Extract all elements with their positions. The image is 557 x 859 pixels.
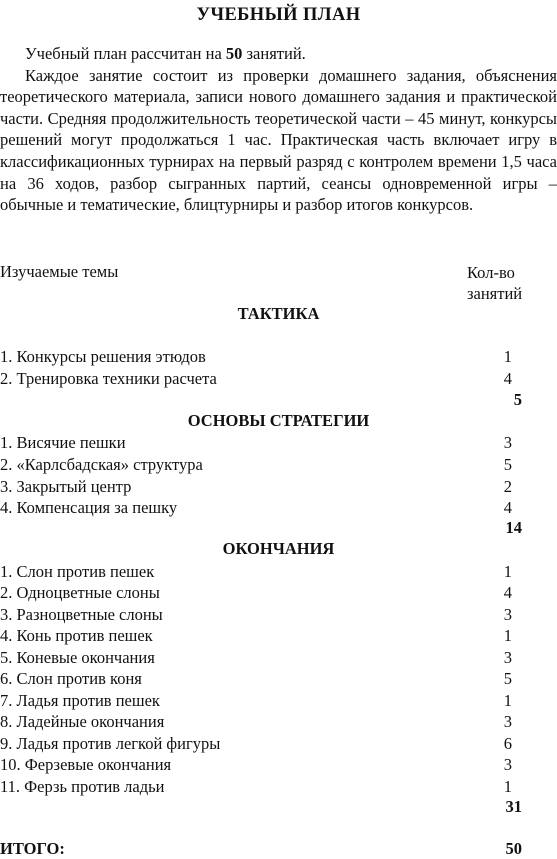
topic-count: 3 xyxy=(503,712,512,731)
table-row xyxy=(0,668,557,690)
topic-name: 7. Ладья против пешек xyxy=(0,691,160,710)
table-row xyxy=(0,582,557,604)
topic-count: 1 xyxy=(503,562,512,581)
topic-name: 4. Конь против пешек xyxy=(0,626,153,645)
intro-paragraph-2: Каждое занятие состоит из проверки домашнего задания, объяснения теоретического материала, записи нового домашнего задания и практической части. Средняя продолжительность теоретической части – 45 минут, конкурсы решений могут продолжаться 1 час. Практическая часть включает игру в классификационных турнирах на первый разряд с контролем времени 1,5 часа на 36 ходов, разбор сыгранных партий, сеансы одновременной игры – обычные и тематические, блицтурниры и разбор итогов конкурсов. xyxy=(0,65,557,215)
topic-count: 6 xyxy=(503,734,512,753)
topic-count: 3 xyxy=(503,755,512,774)
table-row xyxy=(0,561,557,583)
column-header-topics: Изучаемые темы xyxy=(0,262,119,281)
table-row xyxy=(0,432,557,454)
intro-p1-bold: 50 xyxy=(225,44,243,63)
section-title-tactics: ТАКТИКА xyxy=(237,304,320,323)
section-title-strategy: ОСНОВЫ СТРАТЕГИИ xyxy=(187,411,370,430)
topic-name: 9. Ладья против легкой фигуры xyxy=(0,734,221,753)
topic-name: 2. «Карлсбадская» структура xyxy=(0,455,203,474)
table-row xyxy=(0,346,557,368)
topic-count: 1 xyxy=(503,626,512,645)
topic-name: 1. Конкурсы решения этюдов xyxy=(0,347,206,366)
section-subtotal: 14 xyxy=(505,518,522,537)
table-row xyxy=(0,368,557,390)
table-row xyxy=(0,776,557,798)
topic-count: 3 xyxy=(503,433,512,452)
table-row xyxy=(0,476,557,498)
table-row xyxy=(0,625,557,647)
topic-count: 1 xyxy=(503,691,512,710)
topic-name: 8. Ладейные окончания xyxy=(0,712,165,731)
topic-name: 6. Слон против коня xyxy=(0,669,142,688)
topic-count: 3 xyxy=(503,648,512,667)
topic-count: 1 xyxy=(503,777,512,796)
page-title: УЧЕБНЫЙ ПЛАН xyxy=(196,5,361,25)
topic-count: 4 xyxy=(503,498,512,517)
table-row xyxy=(0,711,557,733)
topic-name: 3. Разноцветные слоны xyxy=(0,605,163,624)
topic-name: 1. Слон против пешек xyxy=(0,562,155,581)
table-row xyxy=(0,647,557,669)
table-row xyxy=(0,497,557,519)
topic-name: 4. Компенсация за пешку xyxy=(0,498,178,517)
intro-paragraph-1 xyxy=(0,43,557,65)
topic-count: 5 xyxy=(503,455,512,474)
topic-name: 5. Коневые окончания xyxy=(0,648,155,667)
column-header-count-line1: Кол-во xyxy=(467,263,515,282)
column-header-count-line2: занятий xyxy=(467,284,523,303)
section-subtotal: 5 xyxy=(513,390,522,409)
topic-count: 1 xyxy=(503,347,512,366)
column-header-count xyxy=(467,262,522,304)
table-row xyxy=(0,754,557,776)
section-subtotal: 31 xyxy=(505,797,522,816)
intro-text xyxy=(0,43,557,216)
topic-count: 5 xyxy=(503,669,512,688)
topic-count: 4 xyxy=(503,583,512,602)
topic-name: 10. Ферзевые окончания xyxy=(0,755,172,774)
topic-name: 2. Тренировка техники расчета xyxy=(0,369,217,388)
topic-count: 2 xyxy=(503,477,512,496)
topic-count: 3 xyxy=(503,605,512,624)
total-value: 50 xyxy=(505,839,522,858)
table-row xyxy=(0,733,557,755)
topic-name: 2. Одноцветные слоны xyxy=(0,583,160,602)
topic-name: 3. Закрытый центр xyxy=(0,477,132,496)
intro-p1-after: занятий. xyxy=(242,44,306,63)
table-row xyxy=(0,604,557,626)
intro-p1-before: Учебный план рассчитан на xyxy=(25,44,226,63)
topic-count: 4 xyxy=(503,369,512,388)
total-label: ИТОГО: xyxy=(0,839,65,858)
section-title-endings: ОКОНЧАНИЯ xyxy=(222,539,335,558)
table-row xyxy=(0,454,557,476)
topic-name: 11. Ферзь против ладьи xyxy=(0,777,165,796)
topic-name: 1. Висячие пешки xyxy=(0,433,126,452)
table-row xyxy=(0,690,557,712)
